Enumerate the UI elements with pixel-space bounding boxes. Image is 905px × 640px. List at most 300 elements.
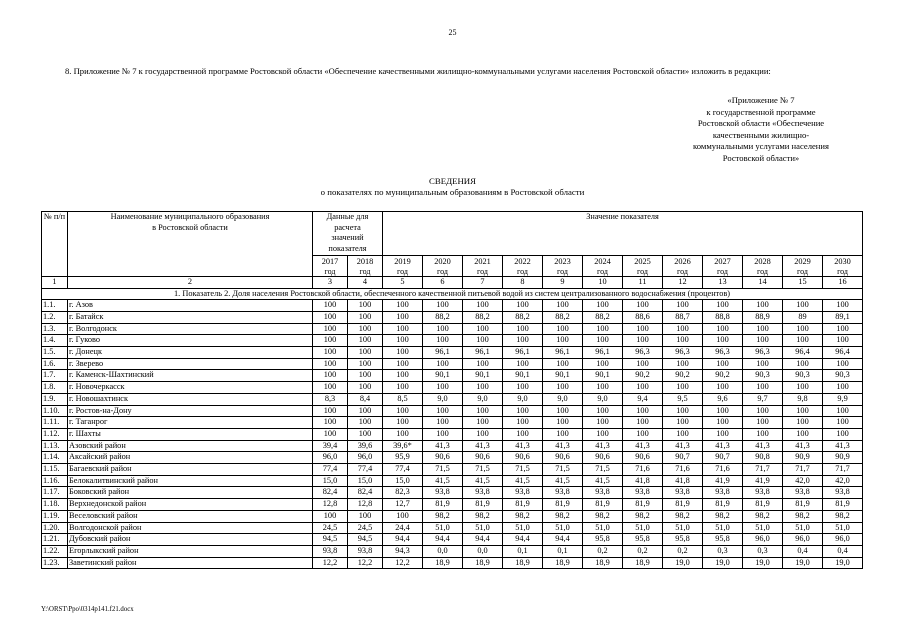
- value-cell: 0,1: [503, 545, 543, 557]
- header-year: 2022: [514, 256, 531, 266]
- section-title: 1. Показатель 2. Доля населения Ростовской области, обеспеченного качественной питьевой водой из систем централизованного водоснабжения (процентов): [42, 288, 863, 300]
- value-cell: 42,0: [823, 475, 863, 487]
- row-municipality-name: г. Волгодонск: [68, 323, 313, 335]
- row-municipality-name: г. Донецк: [68, 347, 313, 359]
- value-cell: 94,4: [423, 534, 463, 546]
- header-column-number: 9: [543, 276, 583, 288]
- value-cell: 100: [348, 323, 383, 335]
- value-cell: 100: [463, 358, 503, 370]
- value-cell: 71,7: [823, 464, 863, 476]
- intro-paragraph: [41, 66, 863, 78]
- row-number: 1.6.: [42, 358, 68, 370]
- value-cell: 90,3: [783, 370, 823, 382]
- value-cell: 94,4: [543, 534, 583, 546]
- value-cell: 100: [503, 335, 543, 347]
- value-cell: 12,2: [383, 557, 423, 569]
- value-cell: 96,1: [583, 347, 623, 359]
- value-cell: 81,9: [543, 499, 583, 511]
- row-number: 1.1.: [42, 300, 68, 312]
- value-cell: 71,5: [503, 464, 543, 476]
- value-cell: 100: [703, 417, 743, 429]
- row-municipality-name: Верхнедонской район: [68, 499, 313, 511]
- header-year-cell: [383, 255, 423, 276]
- header-year-cell: [503, 255, 543, 276]
- value-cell: 93,8: [503, 487, 543, 499]
- value-cell: 94,3: [383, 545, 423, 557]
- header-year: 2019: [394, 256, 411, 266]
- value-cell: 41,3: [543, 440, 583, 452]
- value-cell: 100: [348, 417, 383, 429]
- value-cell: 100: [703, 358, 743, 370]
- value-cell: 8,4: [348, 393, 383, 405]
- table-row: [42, 510, 863, 522]
- value-cell: 81,9: [583, 499, 623, 511]
- value-cell: 94,4: [383, 534, 423, 546]
- row-number: 1.9.: [42, 393, 68, 405]
- value-cell: 100: [823, 300, 863, 312]
- table-row: [42, 382, 863, 394]
- value-cell: 82,4: [348, 487, 383, 499]
- value-cell: 96,0: [313, 452, 348, 464]
- value-cell: 77,4: [313, 464, 348, 476]
- value-cell: 41,9: [703, 475, 743, 487]
- header-column-number: 7: [463, 276, 503, 288]
- value-cell: 100: [703, 323, 743, 335]
- value-cell: 39,4: [313, 440, 348, 452]
- section-title-row: [42, 288, 863, 300]
- row-municipality-name: г. Зверево: [68, 358, 313, 370]
- value-cell: 100: [423, 300, 463, 312]
- value-cell: 0,3: [703, 545, 743, 557]
- header-column-number: 10: [583, 276, 623, 288]
- value-cell: 100: [743, 428, 783, 440]
- value-cell: 41,3: [623, 440, 663, 452]
- indicators-table: [41, 211, 863, 569]
- value-cell: 98,2: [423, 510, 463, 522]
- table-row: [42, 347, 863, 359]
- row-number: 1.12.: [42, 428, 68, 440]
- table-row: [42, 358, 863, 370]
- row-municipality-name: Волгодонской район: [68, 522, 313, 534]
- value-cell: 100: [703, 382, 743, 394]
- value-cell: 95,8: [663, 534, 703, 546]
- value-cell: 0,2: [663, 545, 703, 557]
- value-cell: 98,2: [703, 510, 743, 522]
- value-cell: 100: [503, 382, 543, 394]
- value-cell: 98,2: [503, 510, 543, 522]
- value-cell: 100: [348, 335, 383, 347]
- value-cell: 19,0: [703, 557, 743, 569]
- value-cell: 100: [503, 300, 543, 312]
- header-year-unit: год: [597, 266, 608, 276]
- value-cell: 90,6: [543, 452, 583, 464]
- value-cell: 96,1: [423, 347, 463, 359]
- header-column-number: 1: [42, 276, 68, 288]
- value-cell: 0,3: [743, 545, 783, 557]
- value-cell: 41,8: [663, 475, 703, 487]
- value-cell: 12,8: [348, 499, 383, 511]
- row-municipality-name: г. Гуково: [68, 335, 313, 347]
- value-cell: 19,0: [743, 557, 783, 569]
- table-row: [42, 311, 863, 323]
- value-cell: 100: [783, 382, 823, 394]
- value-cell: 51,0: [503, 522, 543, 534]
- value-cell: 96,1: [543, 347, 583, 359]
- header-column-number: 12: [663, 276, 703, 288]
- value-cell: 100: [663, 323, 703, 335]
- value-cell: 96,3: [743, 347, 783, 359]
- header-year-cell: [583, 255, 623, 276]
- row-municipality-name: г. Каменск-Шахтинский: [68, 370, 313, 382]
- row-municipality-name: Багаевский район: [68, 464, 313, 476]
- value-cell: 100: [348, 405, 383, 417]
- value-cell: 100: [313, 323, 348, 335]
- header-indicator-value: Значение показателя: [383, 212, 863, 256]
- value-cell: 100: [423, 382, 463, 394]
- value-cell: 51,0: [623, 522, 663, 534]
- row-municipality-name: г. Азов: [68, 300, 313, 312]
- value-cell: 100: [743, 335, 783, 347]
- value-cell: 100: [383, 370, 423, 382]
- value-cell: 100: [663, 405, 703, 417]
- value-cell: 90,7: [663, 452, 703, 464]
- value-cell: 98,2: [783, 510, 823, 522]
- value-cell: 100: [663, 382, 703, 394]
- header-year: 2023: [554, 256, 571, 266]
- value-cell: 42,0: [783, 475, 823, 487]
- value-cell: 100: [663, 300, 703, 312]
- value-cell: 51,0: [823, 522, 863, 534]
- value-cell: 93,8: [783, 487, 823, 499]
- value-cell: 100: [543, 300, 583, 312]
- header-year-unit: год: [359, 266, 371, 276]
- value-cell: 100: [423, 335, 463, 347]
- table-row: [42, 428, 863, 440]
- value-cell: 100: [583, 428, 623, 440]
- header-year: 2027: [714, 256, 731, 266]
- row-municipality-name: Заветинский район: [68, 557, 313, 569]
- value-cell: 41,3: [663, 440, 703, 452]
- row-municipality-name: г. Ростов-на-Дону: [68, 405, 313, 417]
- value-cell: 41,5: [463, 475, 503, 487]
- value-cell: 100: [703, 405, 743, 417]
- value-cell: 100: [503, 323, 543, 335]
- value-cell: 100: [663, 358, 703, 370]
- value-cell: 95,8: [623, 534, 663, 546]
- value-cell: 19,0: [783, 557, 823, 569]
- value-cell: 9,8: [783, 393, 823, 405]
- value-cell: 100: [783, 358, 823, 370]
- row-number: 1.18.: [42, 499, 68, 511]
- value-cell: 100: [743, 382, 783, 394]
- header-year: 2024: [594, 256, 611, 266]
- value-cell: 96,3: [703, 347, 743, 359]
- value-cell: 100: [743, 405, 783, 417]
- value-cell: 100: [583, 300, 623, 312]
- value-cell: 94,4: [503, 534, 543, 546]
- header-column-number: 5: [383, 276, 423, 288]
- row-number: 1.3.: [42, 323, 68, 335]
- header-number: № п/п: [42, 212, 68, 277]
- header-name: Наименование муниципального образования в Ростовской области: [68, 212, 313, 277]
- header-column-number: 11: [623, 276, 663, 288]
- value-cell: 100: [348, 428, 383, 440]
- value-cell: 100: [463, 335, 503, 347]
- value-cell: 41,3: [703, 440, 743, 452]
- header-year-cell: [743, 255, 783, 276]
- appendix-line: Ростовской области «Обеспечение: [697, 118, 825, 128]
- value-cell: 100: [463, 300, 503, 312]
- value-cell: 51,0: [663, 522, 703, 534]
- value-cell: 100: [623, 428, 663, 440]
- row-number: 1.10.: [42, 405, 68, 417]
- value-cell: 90,3: [823, 370, 863, 382]
- value-cell: 100: [348, 510, 383, 522]
- value-cell: 81,9: [463, 499, 503, 511]
- value-cell: 93,8: [583, 487, 623, 499]
- value-cell: 95,9: [383, 452, 423, 464]
- value-cell: 93,8: [463, 487, 503, 499]
- table-row: [42, 452, 863, 464]
- value-cell: 100: [383, 510, 423, 522]
- row-municipality-name: г. Новошахтинск: [68, 393, 313, 405]
- value-cell: 100: [783, 405, 823, 417]
- table-body: [42, 288, 863, 569]
- header-column-number: 13: [703, 276, 743, 288]
- value-cell: 100: [463, 323, 503, 335]
- value-cell: 51,0: [703, 522, 743, 534]
- row-number: 1.5.: [42, 347, 68, 359]
- value-cell: 12,7: [383, 499, 423, 511]
- row-number: 1.19.: [42, 510, 68, 522]
- value-cell: 39,6: [348, 440, 383, 452]
- value-cell: 100: [348, 300, 383, 312]
- value-cell: 71,5: [423, 464, 463, 476]
- table-row: [42, 440, 863, 452]
- value-cell: 100: [583, 405, 623, 417]
- value-cell: 100: [313, 510, 348, 522]
- value-cell: 41,3: [823, 440, 863, 452]
- value-cell: 100: [383, 405, 423, 417]
- value-cell: 19,0: [823, 557, 863, 569]
- value-cell: 100: [348, 311, 383, 323]
- appendix-line: Ростовской области»: [722, 152, 800, 163]
- table-row: [42, 557, 863, 569]
- document-title: [0, 176, 905, 198]
- value-cell: 100: [783, 335, 823, 347]
- value-cell: 77,4: [383, 464, 423, 476]
- header-year-unit: год: [677, 266, 688, 276]
- value-cell: 100: [663, 428, 703, 440]
- value-cell: 71,5: [543, 464, 583, 476]
- header-year-unit: год: [477, 266, 488, 276]
- value-cell: 100: [623, 323, 663, 335]
- value-cell: 93,8: [703, 487, 743, 499]
- value-cell: 100: [743, 417, 783, 429]
- header-year-cell: [348, 255, 383, 276]
- table-row: [42, 335, 863, 347]
- value-cell: 100: [623, 300, 663, 312]
- value-cell: 41,3: [583, 440, 623, 452]
- header-year-unit: год: [637, 266, 648, 276]
- value-cell: 24,4: [383, 522, 423, 534]
- value-cell: 15,0: [383, 475, 423, 487]
- row-municipality-name: Аксайский район: [68, 452, 313, 464]
- value-cell: 90,6: [463, 452, 503, 464]
- value-cell: 90,2: [663, 370, 703, 382]
- value-cell: 71,5: [463, 464, 503, 476]
- value-cell: 100: [423, 405, 463, 417]
- value-cell: 100: [383, 323, 423, 335]
- value-cell: 9,0: [583, 393, 623, 405]
- row-number: 1.13.: [42, 440, 68, 452]
- header-year-cell: [823, 255, 863, 276]
- header-year-unit: год: [557, 266, 568, 276]
- value-cell: 71,7: [783, 464, 823, 476]
- value-cell: 82,4: [313, 487, 348, 499]
- value-cell: 9,0: [503, 393, 543, 405]
- value-cell: 81,9: [783, 499, 823, 511]
- header-column-numbers-row: [42, 276, 863, 288]
- value-cell: 100: [463, 417, 503, 429]
- value-cell: 100: [383, 382, 423, 394]
- value-cell: 100: [743, 323, 783, 335]
- value-cell: 100: [348, 347, 383, 359]
- value-cell: 100: [383, 428, 423, 440]
- value-cell: 96,0: [743, 534, 783, 546]
- header-year: 2026: [674, 256, 691, 266]
- value-cell: 88,8: [703, 311, 743, 323]
- value-cell: 100: [583, 417, 623, 429]
- header-year-cell: [623, 255, 663, 276]
- value-cell: 95,8: [583, 534, 623, 546]
- value-cell: 18,9: [583, 557, 623, 569]
- header-year-cell: [703, 255, 743, 276]
- value-cell: 88,6: [623, 311, 663, 323]
- header-year-unit: год: [797, 266, 808, 276]
- row-municipality-name: г. Батайск: [68, 311, 313, 323]
- value-cell: 100: [623, 382, 663, 394]
- appendix-line: «Приложение № 7: [727, 95, 795, 105]
- value-cell: 96,3: [623, 347, 663, 359]
- value-cell: 96,1: [503, 347, 543, 359]
- value-cell: 9,7: [743, 393, 783, 405]
- value-cell: 100: [543, 417, 583, 429]
- value-cell: 96,0: [348, 452, 383, 464]
- value-cell: 100: [783, 323, 823, 335]
- row-municipality-name: Веселовский район: [68, 510, 313, 522]
- value-cell: 0,4: [783, 545, 823, 557]
- value-cell: 51,0: [743, 522, 783, 534]
- table-row: [42, 499, 863, 511]
- value-cell: 24,5: [348, 522, 383, 534]
- value-cell: 9,9: [823, 393, 863, 405]
- value-cell: 90,1: [503, 370, 543, 382]
- value-cell: 100: [313, 428, 348, 440]
- value-cell: 0,1: [543, 545, 583, 557]
- table-row: [42, 464, 863, 476]
- value-cell: 93,8: [348, 545, 383, 557]
- value-cell: 77,4: [348, 464, 383, 476]
- value-cell: 100: [823, 405, 863, 417]
- value-cell: 9,6: [703, 393, 743, 405]
- value-cell: 82,3: [383, 487, 423, 499]
- value-cell: 88,2: [583, 311, 623, 323]
- value-cell: 90,6: [423, 452, 463, 464]
- value-cell: 100: [703, 300, 743, 312]
- value-cell: 100: [783, 417, 823, 429]
- value-cell: 90,8: [743, 452, 783, 464]
- value-cell: 93,8: [663, 487, 703, 499]
- value-cell: 100: [823, 382, 863, 394]
- value-cell: 71,7: [743, 464, 783, 476]
- value-cell: 98,2: [623, 510, 663, 522]
- value-cell: 100: [823, 428, 863, 440]
- value-cell: 100: [543, 335, 583, 347]
- value-cell: 100: [743, 300, 783, 312]
- value-cell: 90,6: [623, 452, 663, 464]
- value-cell: 100: [823, 323, 863, 335]
- value-cell: 90,1: [423, 370, 463, 382]
- value-cell: 81,9: [703, 499, 743, 511]
- table-row: [42, 405, 863, 417]
- value-cell: 15,0: [348, 475, 383, 487]
- value-cell: 100: [743, 358, 783, 370]
- row-number: 1.20.: [42, 522, 68, 534]
- value-cell: 100: [423, 428, 463, 440]
- value-cell: 100: [313, 300, 348, 312]
- value-cell: 100: [663, 417, 703, 429]
- value-cell: 98,2: [543, 510, 583, 522]
- header-year: 2021: [474, 256, 491, 266]
- value-cell: 15,0: [313, 475, 348, 487]
- value-cell: 41,5: [423, 475, 463, 487]
- header-year-unit: год: [437, 266, 448, 276]
- value-cell: 81,9: [663, 499, 703, 511]
- value-cell: 90,1: [463, 370, 503, 382]
- appendix-reference: [672, 95, 850, 164]
- row-number: 1.14.: [42, 452, 68, 464]
- value-cell: 98,2: [663, 510, 703, 522]
- header-column-number: 6: [423, 276, 463, 288]
- value-cell: 88,2: [503, 311, 543, 323]
- value-cell: 100: [463, 382, 503, 394]
- row-number: 1.8.: [42, 382, 68, 394]
- value-cell: 100: [783, 428, 823, 440]
- value-cell: 100: [348, 370, 383, 382]
- value-cell: 93,8: [543, 487, 583, 499]
- row-number: 1.22.: [42, 545, 68, 557]
- value-cell: 81,9: [623, 499, 663, 511]
- value-cell: 100: [383, 347, 423, 359]
- value-cell: 9,0: [543, 393, 583, 405]
- title-heading: СВЕДЕНИЯ: [428, 176, 477, 186]
- value-cell: 81,9: [503, 499, 543, 511]
- value-cell: 100: [583, 358, 623, 370]
- header-year-cell: [463, 255, 503, 276]
- value-cell: 100: [503, 417, 543, 429]
- value-cell: 24,5: [313, 522, 348, 534]
- value-cell: 100: [583, 323, 623, 335]
- header-year-unit: год: [397, 266, 408, 276]
- value-cell: 0,0: [423, 545, 463, 557]
- value-cell: 94,4: [463, 534, 503, 546]
- value-cell: 100: [823, 335, 863, 347]
- value-cell: 12,2: [348, 557, 383, 569]
- value-cell: 41,5: [503, 475, 543, 487]
- value-cell: 98,2: [743, 510, 783, 522]
- value-cell: 41,8: [623, 475, 663, 487]
